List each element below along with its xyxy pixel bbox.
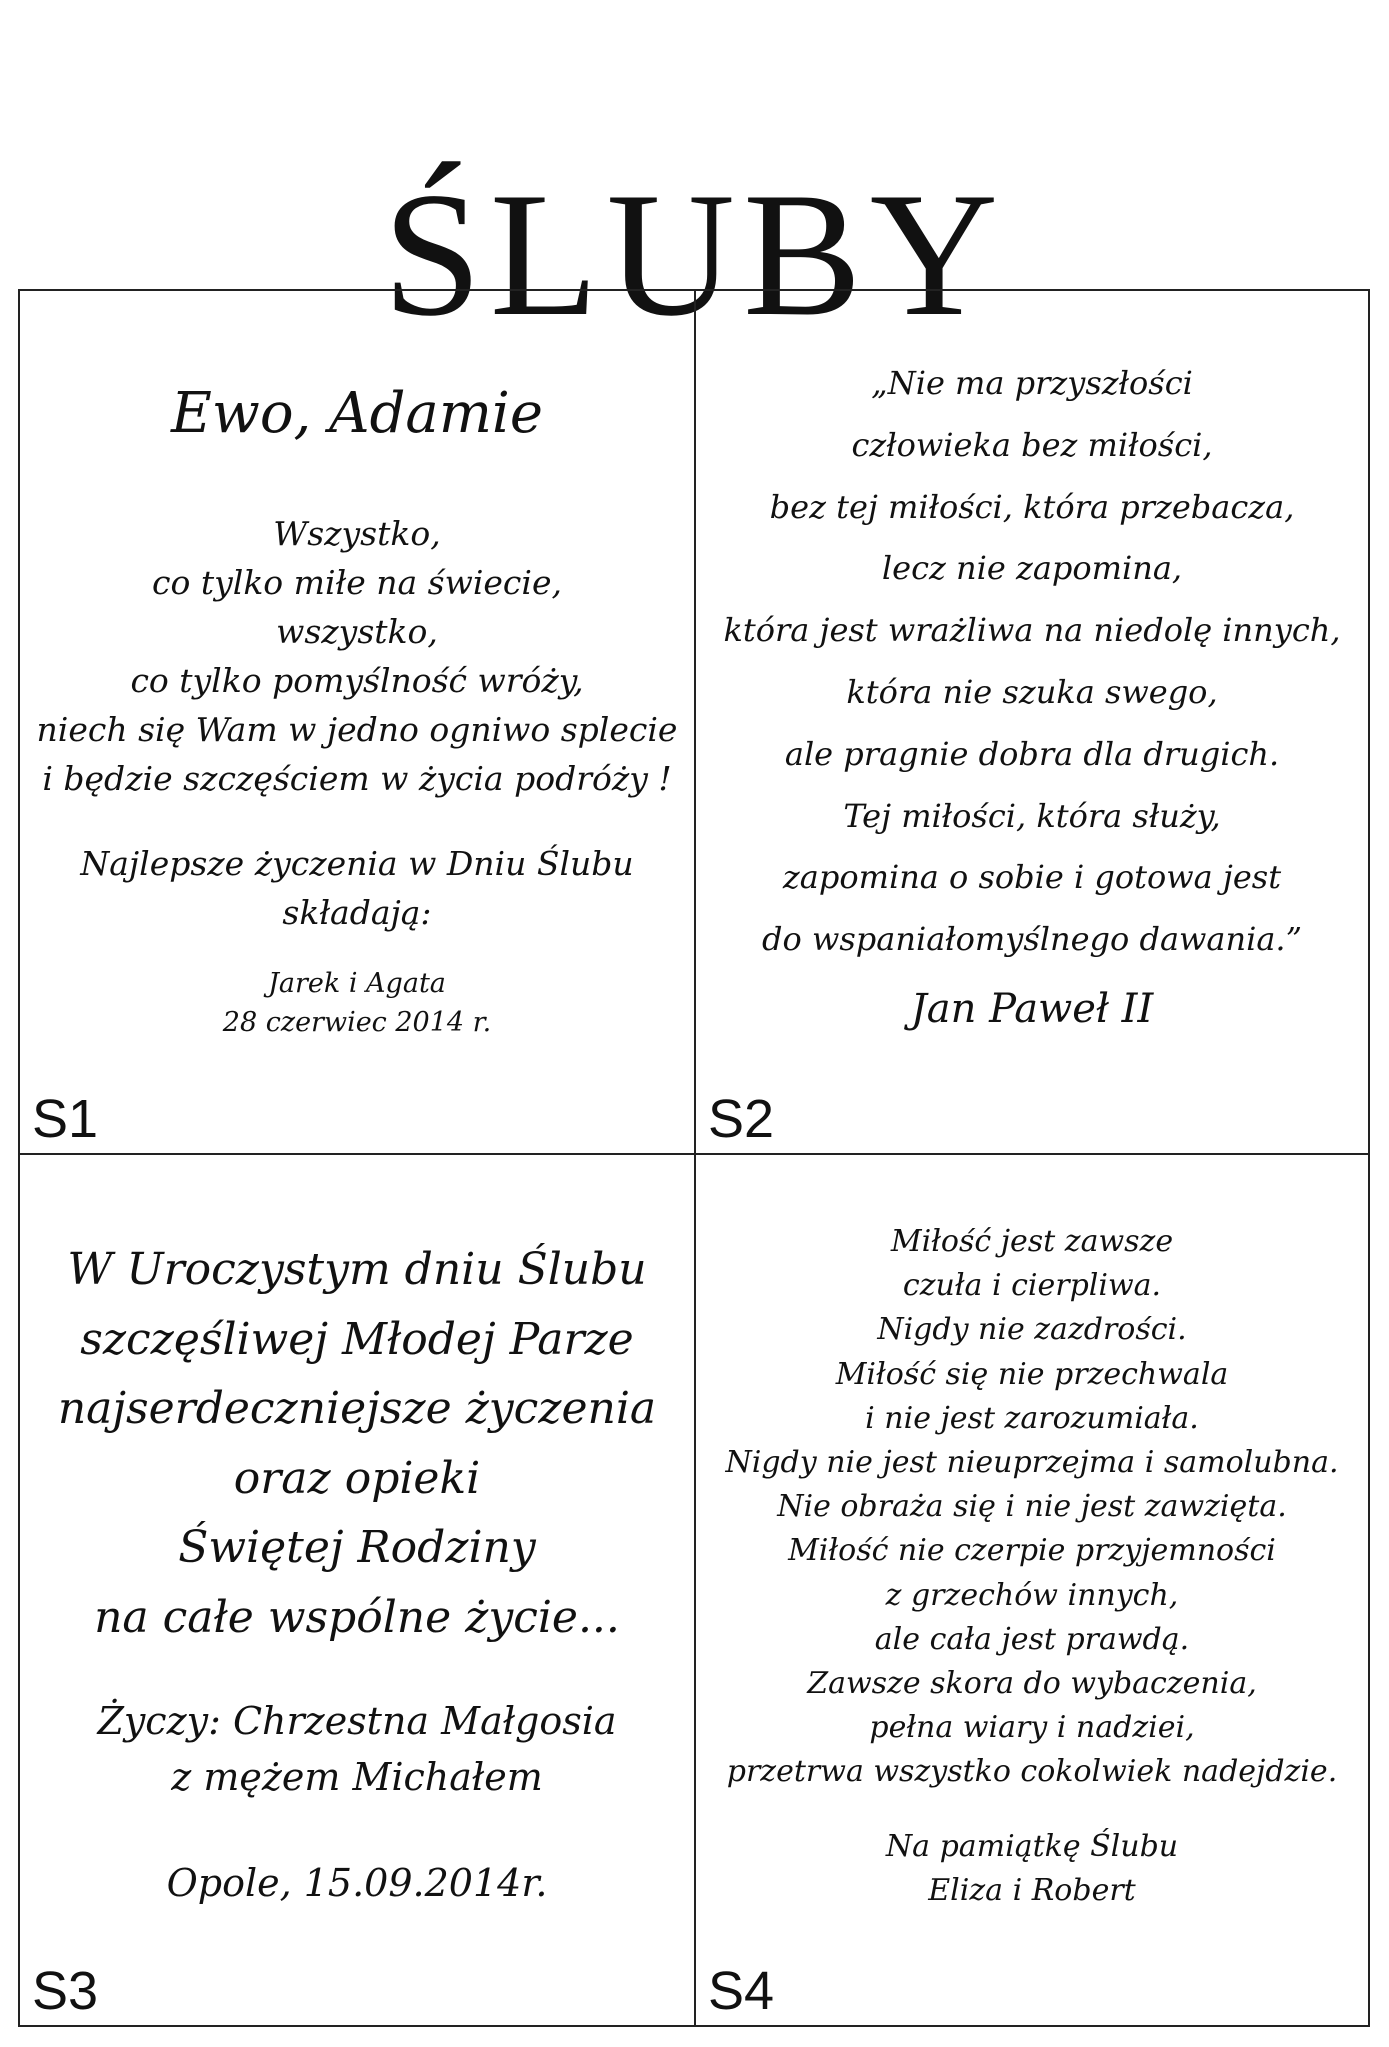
signature-line: Na pamiątkę Ślubu bbox=[885, 1829, 1179, 1864]
inscription-card-s1[interactable] bbox=[20, 291, 696, 1155]
signature-line: z mężem Michałem bbox=[171, 1755, 543, 1799]
poem-line: co tylko pomyślność wróży, bbox=[130, 661, 584, 700]
card-signature bbox=[696, 1825, 1368, 1913]
main-line: na całe wspólne życie... bbox=[94, 1591, 620, 1643]
main-line: W Uroczystym dniu Ślubu bbox=[67, 1244, 647, 1295]
quote-line: do wspaniałomyślnego dawania.” bbox=[762, 920, 1302, 959]
quote-line: lecz nie zapomina, bbox=[881, 549, 1183, 588]
page-title: ŚLUBY bbox=[382, 155, 1007, 354]
main-line: szczęśliwej Młodej Parze bbox=[80, 1313, 634, 1365]
poem-line: Nigdy nie jest nieuprzejma i samolubna. bbox=[725, 1445, 1339, 1481]
quote-line: bez tej miłości, która przebacza, bbox=[769, 487, 1295, 526]
poem-line: wszystko, bbox=[276, 612, 438, 651]
poem-line: Nie obraża się i nie jest zawzięta. bbox=[777, 1489, 1287, 1525]
poem-line: niech się Wam w jedno ogniwo splecie bbox=[36, 710, 678, 749]
inscription-grid bbox=[18, 289, 1370, 2027]
main-line: Świętej Rodziny bbox=[178, 1522, 536, 1573]
inscription-card-s4[interactable] bbox=[696, 1155, 1368, 2025]
wish-line: składają: bbox=[282, 893, 432, 932]
signature-line: Eliza i Robert bbox=[928, 1873, 1136, 1909]
signature-line: Jarek i Agata bbox=[268, 968, 446, 999]
poem-line: Zawsze skora do wybaczenia, bbox=[807, 1666, 1257, 1702]
poem-line: i będzie szczęściem w życia podróży ! bbox=[42, 759, 672, 798]
signature-line: Życzy: Chrzestna Małgosia bbox=[97, 1699, 617, 1743]
card-heading: Ewo, Adamie bbox=[171, 381, 543, 446]
poem-line: z grzechów innych, bbox=[885, 1577, 1179, 1613]
poem-line: ale cała jest prawdą. bbox=[874, 1621, 1190, 1657]
quote-line: która nie szuka swego, bbox=[846, 672, 1218, 711]
quote-line: Tej miłości, która służy, bbox=[843, 796, 1221, 835]
poem-line: Nigdy nie zazdrości. bbox=[877, 1312, 1187, 1348]
card-main-text bbox=[20, 1235, 694, 1652]
poem-line: Miłość jest zawsze bbox=[890, 1224, 1174, 1259]
card-code-label: S3 bbox=[32, 1961, 99, 2021]
poem-line: Miłość się nie przechwala bbox=[835, 1356, 1229, 1392]
poem-line: co tylko miłe na świecie, bbox=[152, 563, 562, 602]
quote-line: „Nie ma przyszłości bbox=[871, 364, 1193, 402]
card-code-label: S1 bbox=[32, 1089, 99, 1149]
card-poem bbox=[696, 1220, 1368, 1795]
card-signature bbox=[20, 1693, 694, 1805]
poem-line: Miłość nie czerpie przyjemności bbox=[788, 1533, 1276, 1569]
card-code-label: S4 bbox=[708, 1961, 775, 2021]
card-signature bbox=[20, 964, 694, 1042]
quote-line: która jest wrażliwa na niedolę innych, bbox=[723, 611, 1341, 650]
poem-line: pełna wiary i nadziei, bbox=[869, 1710, 1195, 1746]
inscription-card-s3[interactable] bbox=[20, 1155, 696, 2025]
quote-author: Jan Paweł II bbox=[910, 986, 1154, 1032]
quote-line: człowieka bez miłości, bbox=[851, 425, 1213, 464]
card-code-label: S2 bbox=[708, 1089, 775, 1149]
quote-line: zapomina o sobie i gotowa jest bbox=[782, 858, 1282, 897]
poem-line: Wszystko, bbox=[273, 514, 441, 553]
poem-line: i nie jest zarozumiała. bbox=[865, 1400, 1199, 1436]
card-poem bbox=[20, 509, 694, 803]
quote-line: ale pragnie dobra dla drugich. bbox=[784, 734, 1280, 773]
card-wish bbox=[20, 839, 694, 937]
main-line: oraz opieki bbox=[233, 1452, 481, 1504]
poem-line: przetrwa wszystko cokolwiek nadejdzie. bbox=[726, 1754, 1338, 1790]
signature-line: 28 czerwiec 2014 r. bbox=[222, 1007, 492, 1038]
inscription-card-s2[interactable] bbox=[696, 291, 1368, 1155]
wish-line: Najlepsze życzenia w Dniu Ślubu bbox=[80, 844, 634, 883]
card-date: Opole, 15.09.2014r. bbox=[166, 1861, 548, 1905]
main-line: najserdeczniejsze życzenia bbox=[57, 1383, 657, 1434]
poem-line: czuła i cierpliwa. bbox=[902, 1268, 1162, 1304]
card-quote bbox=[696, 353, 1368, 971]
